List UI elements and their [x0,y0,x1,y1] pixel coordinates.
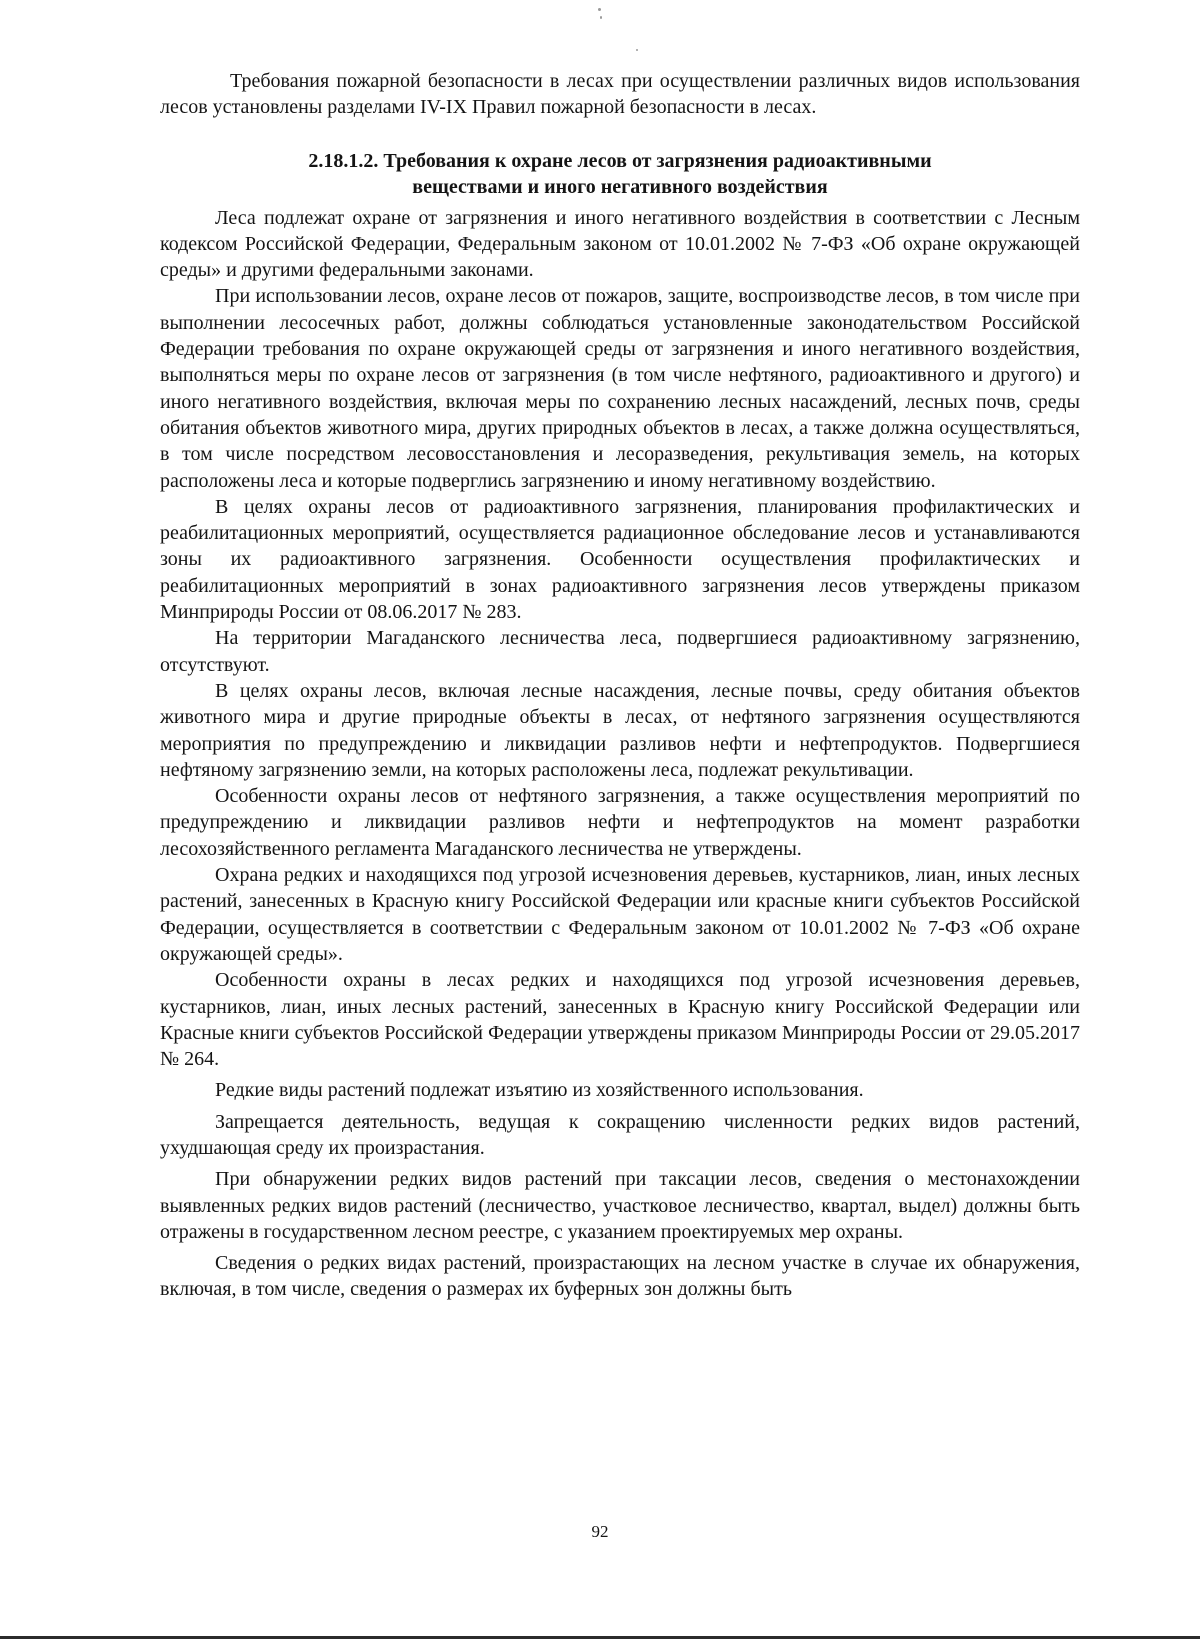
body-paragraph: Особенности охраны лесов от нефтяного загрязнения, а также осуществления мероприятий по предупреждению и ликвидации разливов нефти и нефтепродуктов на момент разработки лесохозяйственного регламента Магаданского лесничества не утверждены. [160,785,1080,860]
body-paragraph: В целях охраны лесов, включая лесные насаждения, лесные почвы, среду обитания объектов животного мира и другие природные объекты в лесах, от нефтяного загрязнения осуществляются мероприятия по предупреждению и ликвидации разливов нефти и нефтепродуктов. Подвергшиеся нефтяному загрязнению земли, на которых расположены леса, подлежат рекультивации. [160,679,1080,781]
body-paragraph: Особенности охраны в лесах редких и находящихся под угрозой исчезновения деревьев, кустарников, лиан, иных лесных растений, занесенных в Красную книгу Российской Федерации или Красные книги субъектов Российской Федерации утверждены приказом Минприроды России от 29.05.2017 № 264. [160,969,1080,1071]
scan-speck [600,16,602,19]
body-paragraph: Редкие виды растений подлежат изъятию из хозяйственного использования. [215,1079,864,1102]
bottom-scan-border [0,1636,1200,1639]
section-heading-line: 2.18.1.2. Требования к охране лесов от загрязнения радиоактивными [308,149,932,172]
document-page [160,68,1080,1303]
body-paragraph: В целях охраны лесов от радиоактивного загрязнения, планирования профилактических и реабилитационных мероприятий, осуществляется радиационное обследование лесов и устанавливаются зоны их радиоактивного загрязнения. Особенности осуществления профилактических и реабилитационных мероприятий в зонах радиоактивного загрязнения лесов утверждены приказом Минприроды России от 08.06.2017 № 283. [160,495,1080,624]
page-number: 92 [591,1522,609,1541]
body-paragraph: Сведения о редких видах растений, произрастающих на лесном участке в случае их обнаружения, включая, в том числе, сведения о размерах их буферных зон должны быть [160,1252,1080,1301]
body-paragraph: На территории Магаданского лесничества леса, подвергшиеся радиоактивному загрязнению, отсутствуют. [160,627,1080,676]
scan-speck [636,49,638,51]
body-paragraph: Охрана редких и находящихся под угрозой исчезновения деревьев, кустарников, лиан, иных лесных растений, занесенных в Красную книгу Российской Федерации или красные книги субъектов Российской Федерации, осуществляется в соответствии с Федеральным законом от 10.01.2002 № 7-ФЗ «Об охране окружающей среды». [160,864,1080,965]
body-paragraph: Леса подлежат охране от загрязнения и иного негативного воздействия в соответствии с Лесным кодексом Российской Федерации, Федеральным законом от 10.01.2002 № 7-ФЗ «Об охране окружающей среды» и другими федеральными законами. [160,206,1080,282]
section-heading-line: веществами и иного негативного воздействия [412,175,828,198]
scan-speck [598,8,601,11]
body-paragraph: При использовании лесов, охране лесов от пожаров, защите, воспроизводстве лесов, в том числе при выполнении лесосечных работ, должны соблюдаться установленные законодательством Российской Федерации требования по охране окружающей среды от загрязнения и иного негативного воздействия, выполняться меры по охране лесов от загрязнения (в том числе нефтяного, радиоактивного и другого) и иного негативного воздействия, включая меры по сохранению лесных насаждений, лесных почв, среды обитания объектов животного мира, других природных объектов в лесах, а также должна осуществляться, в том числе посредством лесовосстановления и лесоразведения, рекультивация земель, на которых расположены леса и которые подверглись загрязнению и иному негативному воздействию. [160,285,1080,492]
section-heading [160,148,1080,200]
body-paragraph: Запрещается деятельность, ведущая к сокращению численности редких видов растений, ухудшающая среду их произрастания. [160,1110,1080,1159]
body-paragraph: При обнаружении редких видов растений при таксации лесов, сведения о местонахождении выявленных редких видов растений (лесничество, участковое лесничество, квартал, выдел) должны быть отражены в государственном лесном реестре, с указанием проектируемых мер охраны. [160,1168,1080,1243]
intro-paragraph: Требования пожарной безопасности в лесах при осуществлении различных видов использования лесов установлены разделами IV-IX Правил пожарной безопасности в лесах. [160,70,1080,119]
